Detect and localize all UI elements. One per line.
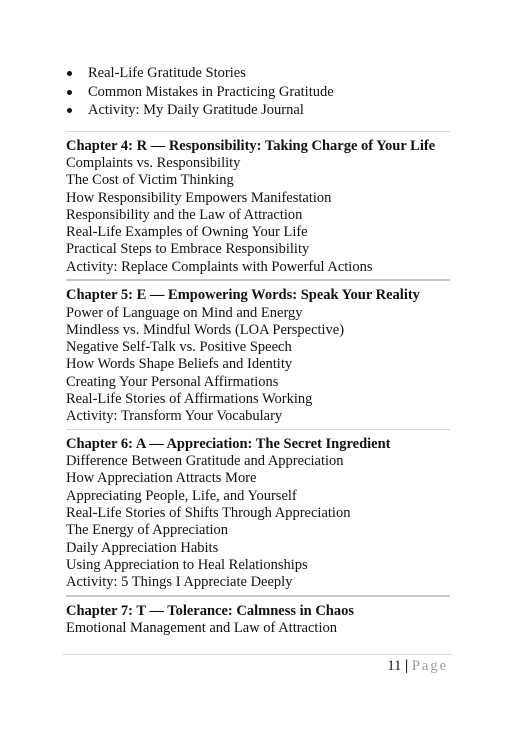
chapter-title: Chapter 6: A — Appreciation: The Secret Ingredient — [66, 435, 391, 452]
chapter-title: Chapter 7: T — Tolerance: Calmness in Chaos — [66, 602, 355, 619]
section-divider — [66, 595, 450, 597]
chapter-item: How Appreciation Attracts More — [66, 470, 257, 487]
chapter-title: Chapter 5: E — Empowering Words: Speak Your Reality — [66, 287, 420, 304]
chapter-item: Emotional Management and Law of Attraction — [66, 620, 337, 637]
chapter-item: Activity: 5 Things I Appreciate Deeply — [66, 574, 293, 591]
chapter-item: Practical Steps to Embrace Responsibility — [66, 241, 310, 258]
section-divider — [66, 131, 450, 132]
chapter-7 — [66, 602, 450, 638]
footer-separator: | — [404, 658, 409, 674]
chapter-6 — [66, 435, 450, 592]
chapter-item: Real-Life Stories of Affirmations Working — [66, 391, 313, 408]
chapter-item: Daily Appreciation Habits — [66, 539, 219, 556]
footer-divider — [62, 654, 452, 655]
chapter-item: Mindless vs. Mindful Words (LOA Perspective) — [66, 321, 345, 338]
section-divider — [66, 429, 450, 430]
chapter-item: Activity: Transform Your Vocabulary — [66, 408, 283, 425]
chapter-5 — [66, 286, 450, 426]
chapter-4 — [66, 137, 450, 277]
chapter-item: Difference Between Gratitude and Appreciation — [66, 453, 344, 470]
bullet-item: Activity: My Daily Gratitude Journal — [66, 101, 450, 120]
document-page — [66, 64, 450, 637]
chapter-item: Using Appreciation to Heal Relationships — [66, 556, 308, 573]
chapter-item: Responsibility and the Law of Attraction — [66, 206, 303, 223]
chapter-item: How Responsibility Empowers Manifestation — [66, 189, 332, 206]
chapter-item: Power of Language on Mind and Energy — [66, 304, 303, 321]
chapter-item: Real-Life Stories of Shifts Through Appreciation — [66, 505, 351, 522]
chapter-item: Real-Life Examples of Owning Your Life — [66, 224, 308, 241]
page-footer — [387, 657, 448, 675]
chapter-item: How Words Shape Beliefs and Identity — [66, 356, 293, 373]
bullet-item: Real-Life Gratitude Stories — [66, 64, 450, 83]
bullet-item: Common Mistakes in Practicing Gratitude — [66, 83, 450, 102]
section-divider — [66, 279, 450, 281]
chapter-item: Creating Your Personal Affirmations — [66, 373, 279, 390]
chapter-item: Complaints vs. Responsibility — [66, 155, 241, 171]
page-label: Page — [411, 658, 448, 674]
chapter-item: The Cost of Victim Thinking — [66, 172, 234, 189]
chapter-title: Chapter 4: R — Responsibility: Taking Charge of Your Life — [66, 137, 436, 154]
chapter-item: The Energy of Appreciation — [66, 522, 228, 539]
chapter-item: Appreciating People, Life, and Yourself — [66, 487, 297, 504]
chapter-item: Activity: Replace Complaints with Powerful Actions — [66, 258, 373, 275]
bullet-list — [66, 64, 450, 120]
chapter-item: Negative Self-Talk vs. Positive Speech — [66, 339, 292, 356]
page-number: 11 — [387, 658, 402, 674]
